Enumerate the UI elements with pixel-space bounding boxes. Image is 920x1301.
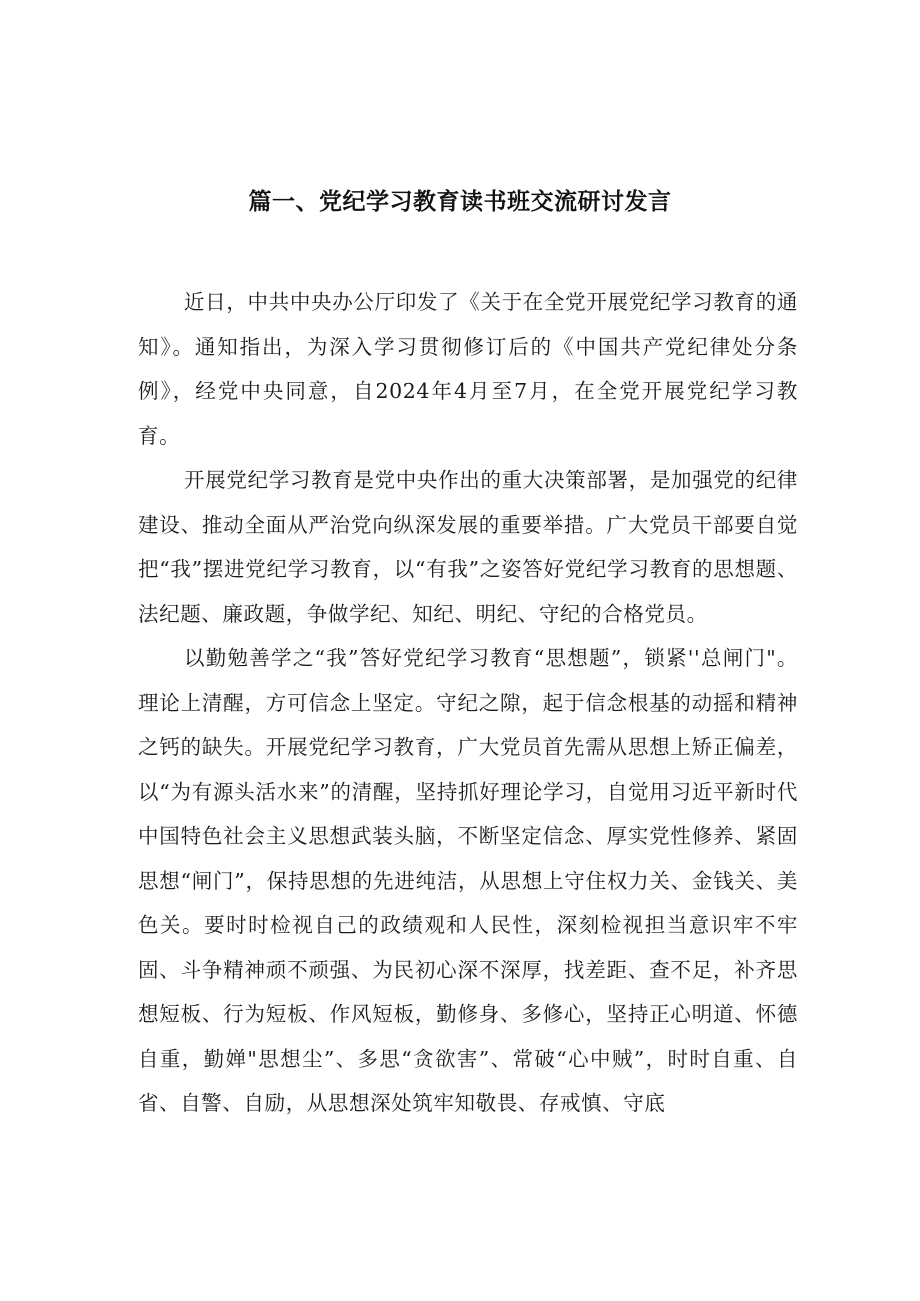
paragraph-1: 近日，中共中央办公厅印发了《关于在全党开展党纪学习教育的通知》。通知指出，为深入学习贯彻修订后的《中国共产党纪律处分条例》，经党中央同意，自2024年4月至7月，在全党开展党纪学习教育。 <box>138 290 798 448</box>
paragraph-3: 以勤勉善学之“我”答好党纪学习教育“思想题”，锁紧''总闸门"。理论上清醒，方可信念上坚定。守纪之隙，起于信念根基的动摇和精神之钙的缺失。开展党纪学习教育，广大党员首先需从思想上矫正偏差，以“为有源头活水来”的清醒，坚持抓好理论学习，自觉用习近平新时代中国特色社会主义思想武装头脑，不断坚定信念、厚实党性修养、紧固思想“闸门”，保持思想的先进纯洁，从思想上守住权力关、金钱关、美色关。要时时检视自己的政绩观和人民性，深刻检视担当意识牢不牢固、斗争精神顽不顽强、为民初心深不深厚，找差距、查不足，补齐思想短板、行为短板、作风短板，勤修身、多修心，坚持正心明道、怀德自重，勤婵"思想尘”、多思“贪欲害”、常破“心中贼”，时时自重、自省、自警、自励，从思想深处筑牢知敬畏、存戒慎、守底 <box>138 646 798 1115</box>
paragraph-2: 开展党纪学习教育是党中央作出的重大决策部署，是加强党的纪律建设、推动全面从严治党向纵深发展的重要举措。广大党员干部要自觉把“我”摆进党纪学习教育，以“有我”之姿答好党纪学习教育的思想题、法纪题、廉政题，争做学纪、知纪、明纪、守纪的合格党员。 <box>138 468 798 626</box>
document-title: 篇一、党纪学习教育读书班交流研讨发言 <box>248 189 672 215</box>
document-body <box>138 280 798 1126</box>
